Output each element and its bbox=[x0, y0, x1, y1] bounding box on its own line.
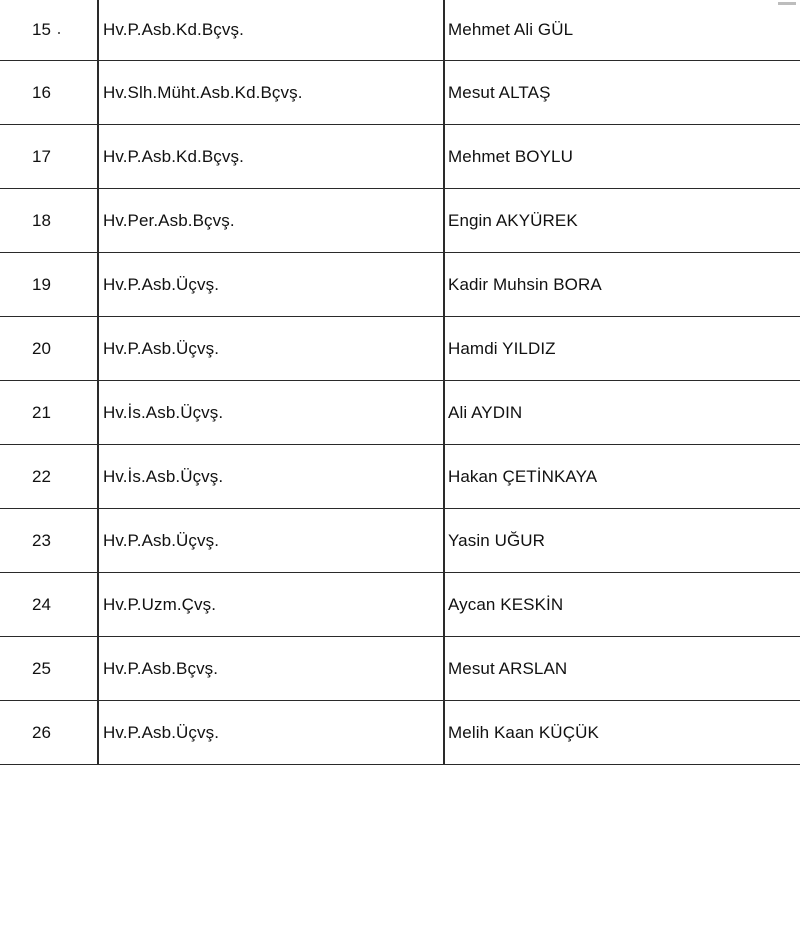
scan-artifact bbox=[778, 2, 796, 5]
row-name: Mehmet BOYLU bbox=[448, 146, 573, 166]
row-name: Yasin UĞUR bbox=[448, 530, 546, 550]
row-number: 15 bbox=[32, 20, 52, 39]
row-rank: Hv.İs.Asb.Üçvş. bbox=[103, 466, 224, 486]
row-rank: Hv.P.Uzm.Çvş. bbox=[103, 594, 217, 614]
row-number: 21 bbox=[32, 402, 52, 422]
row-name: Mesut ARSLAN bbox=[448, 658, 568, 678]
scan-artifact bbox=[58, 32, 60, 34]
table-row bbox=[0, 125, 800, 189]
row-name: Hakan ÇETİNKAYA bbox=[448, 466, 598, 486]
table-row bbox=[0, 381, 800, 445]
row-rank: Hv.P.Asb.Üçvş. bbox=[103, 722, 220, 742]
row-number: 19 bbox=[32, 274, 52, 294]
row-number: 18 bbox=[32, 210, 52, 230]
table-row bbox=[0, 253, 800, 317]
row-rank: Hv.P.Asb.Üçvş. bbox=[103, 274, 220, 294]
row-number: 24 bbox=[32, 594, 52, 614]
row-name: Melih Kaan KÜÇÜK bbox=[448, 722, 599, 742]
row-number: 25 bbox=[32, 658, 52, 678]
table-row bbox=[0, 509, 800, 573]
row-name: Ali AYDIN bbox=[448, 402, 523, 422]
row-number: 26 bbox=[32, 722, 52, 742]
row-rank: Hv.P.Asb.Üçvş. bbox=[103, 530, 220, 550]
row-rank: Hv.P.Asb.Kd.Bçvş. bbox=[103, 20, 244, 39]
table-row bbox=[0, 0, 800, 61]
table-row bbox=[0, 189, 800, 253]
row-number: 20 bbox=[32, 338, 52, 358]
row-number: 16 bbox=[32, 82, 52, 102]
row-name: Mesut ALTAŞ bbox=[448, 82, 551, 102]
table-row bbox=[0, 637, 800, 701]
row-rank: Hv.P.Asb.Üçvş. bbox=[103, 338, 220, 358]
table-row bbox=[0, 445, 800, 509]
row-name: Kadir Muhsin BORA bbox=[448, 274, 602, 294]
row-name: Engin AKYÜREK bbox=[448, 210, 578, 230]
row-rank: Hv.P.Asb.Kd.Bçvş. bbox=[103, 146, 244, 166]
row-name: Mehmet Ali GÜL bbox=[448, 20, 574, 39]
row-number: 22 bbox=[32, 466, 52, 486]
row-number: 17 bbox=[32, 146, 52, 166]
row-rank: Hv.İs.Asb.Üçvş. bbox=[103, 402, 224, 422]
table-row bbox=[0, 701, 800, 765]
row-rank: Hv.P.Asb.Bçvş. bbox=[103, 658, 219, 678]
row-name: Hamdi YILDIZ bbox=[448, 338, 556, 358]
row-name: Aycan KESKİN bbox=[448, 594, 564, 614]
table-row bbox=[0, 317, 800, 381]
row-number: 23 bbox=[32, 530, 52, 550]
table-row bbox=[0, 61, 800, 125]
row-rank: Hv.Slh.Müht.Asb.Kd.Bçvş. bbox=[103, 82, 303, 102]
table-row bbox=[0, 573, 800, 637]
row-rank: Hv.Per.Asb.Bçvş. bbox=[103, 210, 235, 230]
